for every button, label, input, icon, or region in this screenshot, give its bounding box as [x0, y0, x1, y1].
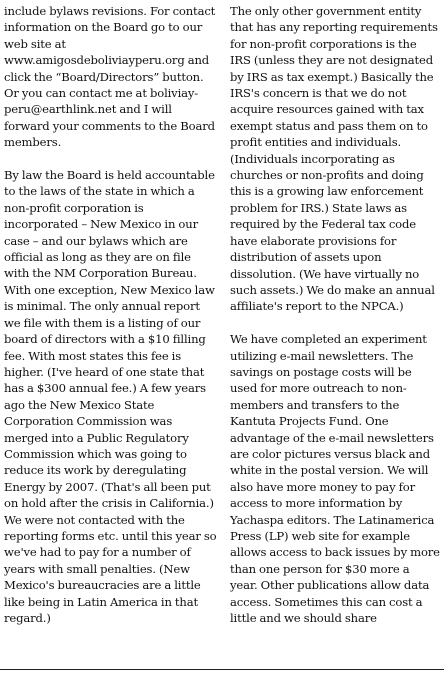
bottom-rule	[0, 669, 444, 670]
state-law-paragraph: By law the Board is held accountable to the laws of the state in which a non-profit corporation is incorporated – New Mexico in our case – and our bylaws which are official as long as they are on file with the NM Corporation Bureau. With one exception, New Mexico law is minimal. The only annual report we file with them is a listing of our board of directors with a $10 filling fee. With most states this fee is higher. (I've heard of one state that has a $300 annual fee.) A few years ago the New Mexico State Corporation Commission was merged into a Public Regulatory Commission which was going to reduce its work by deregulating Energy by 2007. (That's all been put on hold after the crisis in California.) We were not contacted with the reporting forms etc. until this year so we've had to pay for a number of years with small penalties. (New Mexico's bureaucracies are a little like being in Latin America in that regard.)	[4, 168, 217, 626]
email-newsletter-paragraph: We have completed an experiment utilizing e-mail newsletters. The savings on postage costs will be used for more outreach to non-members and transfers to the Kantuta Projects Fund. One advantage of the e-mail newsletters are color pictures versus black and white in the postal version. We will also have more money to pay for access to more information by Yachaspa editors. The Latinamerica Press (LP) web site for example allows access to back issues by more than one person for $30 more a year. Other publications allow data access. Sometimes this can cost a little and we should share	[230, 332, 440, 626]
irs-reporting-paragraph: The only other government entity that has any reporting requirements for non-profit corporations is the IRS (unless they are not designated by IRS as tax exempt.) Basically the IRS's concern is that we do not acquire resources gained with tax exempt status and pass them on to profit entities and individuals. (Individuals incorporating as churches or non-profits and doing this is a growing law enforcement problem for IRS.) State laws as required by the Federal tax code have elaborate provisions for distribution of assets upon dissolution. (We have virtually no such assets.) We do make an annual affiliate's report to the NPCA.)	[230, 4, 438, 314]
left-column	[4, 3, 218, 626]
right-column	[230, 3, 440, 626]
board-contact-paragraph: include bylaws revisions. For contact information on the Board go to our web site at www.amigosdeboliviayperu.org and click the “Board/Directors” button. Or you can contact me at boliviay-peru@earthlink.net and I will forward your comments to the Board members.	[4, 4, 216, 150]
